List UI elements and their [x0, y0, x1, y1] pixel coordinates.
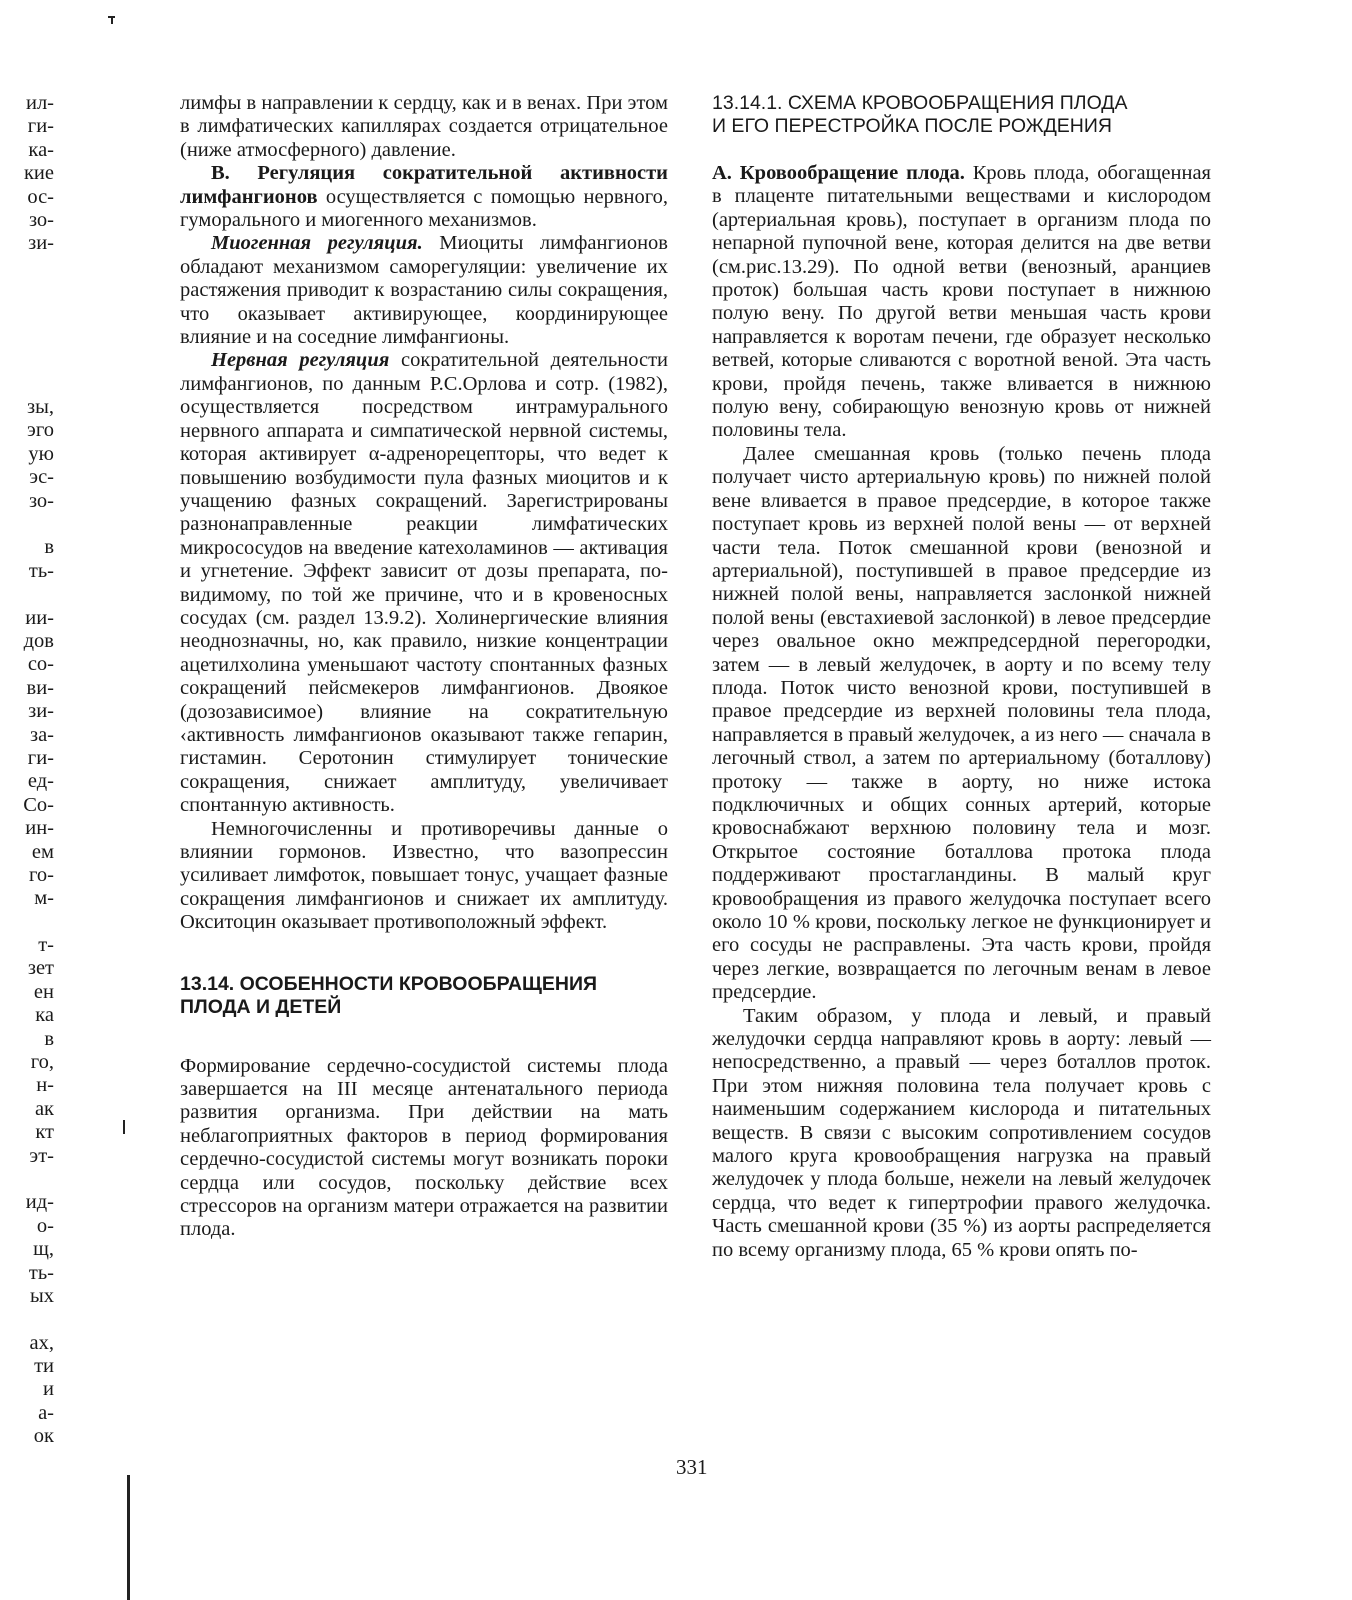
margin-fragment-line: зи-	[28, 232, 54, 255]
margin-fragment-line: ил-	[25, 92, 54, 114]
paragraph: Формирование сердечно-сосудистой системы плода завершается на III месяце антенатального периода развития организма. При действии на мать неблагоприятных факторов в период формирования сердечно-сосудистой системы могут возникать пороки сердца или сосудов, поскольку действие всех стрессоров на организм матери отражается на развитии плода.	[180, 1054, 668, 1241]
paragraph: В. Регуляция сократительной активности лимфангионов осуществляется с помощью нервного, гуморального и миогенного механизмов.	[180, 162, 668, 232]
paragraph: лимфы в направлении к сердцу, как и в венах. При этом в лимфатических капиллярах создается отрицательное (ниже атмосферного) давление.	[180, 92, 668, 161]
margin-fragment-line: ги-	[27, 115, 54, 138]
margin-fragment-line	[0, 583, 54, 606]
margin-fragment-line	[0, 373, 54, 396]
margin-fragment-line: зо-	[28, 208, 54, 231]
margin-fragment-line: ви-	[26, 676, 54, 699]
margin-fragment-line: ть-	[28, 1261, 54, 1284]
margin-fragment-line: ин-	[25, 817, 54, 840]
paragraph-lead: А. Кровообращение плода.	[712, 162, 965, 184]
subsection-heading: 13.14.1. СХЕМА КРОВООБРАЩЕНИЯ ПЛОДА И ЕГО ПЕРЕСТРОЙКА ПОСЛЕ РОЖДЕНИЯ	[712, 92, 1128, 137]
binding-edge-line	[123, 1120, 125, 1134]
paragraph: Миогенная регуляция. Миоциты лимфангионов обладают механизмом саморегуляции: увеличение их растяжения приводит к возрастанию силы сокращения, что оказывает активирующее, координирующее влияние и на соседние лимфангионы.	[180, 232, 668, 349]
margin-fragment-line: эго	[27, 419, 54, 442]
margin-fragment-line	[0, 326, 54, 349]
paragraph: Нервная регуляция сократительной деятельности лимфангионов, по данным Р.С.Орлова и сотр. (1982), осуществляется посредством интрамурального нервного аппарата и симпатической нервной системы, которая активирует α-адренорецепторы, что ведет к повышению возбудимости пула фазных миоцитов и к учащению фазных сокращений. Зарегистрированы разнонаправленные реакции лимфатических микрососудов на введение катехоламинов — активация и угнетение. Эффект зависит от дозы препарата, по-видимому, по той же причине, что и в кровеносных сосудах (см. раздел 13.9.2). Холинергические влияния неоднозначны, но, как правило, низкие концентрации ацетилхолина уменьшают частоту спонтанных фазных сокращений пейсмекеров лимфангионов. Двоякое (дозозависимое) влияние на сократительную ‹активность лимфангионов оказывают также гепарин, гистамин. Серотонин стимулирует тонические сокращения, снижает амплитуду, увеличивает спонтанную активность.	[180, 349, 668, 817]
margin-fragment-line: в	[44, 1027, 54, 1050]
paragraph: Таким образом, у плода и левый, и правый желудочки сердца направляют кровь в аорту: левый — непосредственно, а правый — через боталлов проток. При этом нижняя половина тела получает кровь с наименьшим содержанием кислорода и питательных веществ. В связи с высоким сопротивлением сосудов малого круга кровообращения нагрузка на правый желудочек у плода больше, нежели на левый желудочек сердца, что ведет к гипертрофии правого желудочка. Часть смешанной крови (35 %) из аорты распределяется по всему организму плода, 65 % крови опять по-	[712, 1004, 1211, 1261]
margin-fragment-line	[0, 1308, 54, 1331]
paragraph: Далее смешанная кровь (только печень плода получает чисто артериальную кровь) по нижней полой вене вливается в правое предсердие, в которое также поступает кровь из верхней полой вены — от верхней части тела. Поток смешанной крови (венозной и артериальной), поступившей в правое предсердие из нижней полой вены, направляется заслонкой нижней полой вены (евстахиевой заслонкой) в левое предсердие через овальное окно межпредсердной перегородки, затем — в левый желудочек, в аорту и по всему телу плода. Поток чисто венозной крови, поступившей в правое предсердие из верхней половины тела плода, направляется в правый желудочек, а из него — сначала в легочный ствол, а затем по артериальному (боталлову) протоку — также в аорту, но ниже истока подключичных и общих сонных артерий, которые кровоснабжают верхнюю половину тела и мозг. Открытое состояние боталлова протока плода поддерживают простагландины. В малый круг кровообращения из правого желудочка поступает всего около 10 % крови, поскольку легкое не функционирует и его сосуды не расправлены. Эта часть крови, пройдя через легкие, возвращается по легочным венам в левое предсердие.	[712, 442, 1211, 1004]
margin-fragment-line: ак	[34, 1097, 54, 1120]
paragraph-lead: Нервная регуляция	[211, 349, 390, 372]
margin-fragment-line: за-	[29, 723, 54, 746]
margin-fragment-line: в	[44, 536, 54, 559]
margin-fragment-line	[0, 279, 54, 302]
margin-fragment-line: ен	[33, 980, 54, 1003]
page-number: 331	[676, 1455, 708, 1479]
margin-fragment-line: ть-	[28, 559, 54, 582]
margin-fragment-line: о-	[36, 1214, 54, 1237]
scan-tick-mark	[111, 16, 113, 24]
margin-fragment-line: со-	[27, 653, 54, 676]
margin-fragment-line: ем	[31, 840, 54, 863]
margin-fragment-line	[0, 1168, 54, 1191]
margin-fragment-line	[0, 303, 54, 326]
margin-fragment-line	[0, 513, 54, 536]
margin-fragment-line: ка-	[28, 138, 54, 161]
margin-fragment-line	[0, 911, 54, 934]
margin-fragment-line: т-	[38, 934, 54, 957]
paragraph-lead: В. Регуляция сократительной активности лимфангионов	[180, 162, 668, 208]
margin-fragment-line: ых	[29, 1284, 54, 1307]
margin-fragment-line: ок	[33, 1425, 54, 1448]
margin-fragment-line: зо-	[28, 489, 54, 512]
margin-fragment-line: кие	[23, 162, 54, 185]
paragraph: А. Кровообращение плода. Кровь плода, обогащенная в плаценте питательными веществами и кислородом (артериальная кровь), поступает в организм плода по непарной пупочной вене, которая делится на две ветви (см.рис.13.29). По одной ветви (венозный, аранциев проток) большая часть крови поступает в нижнюю полую вену. По другой ветви меньшая часть крови направляется к воротам печени, где образует несколько ветвей, которые сливаются с воротной веной. Эта часть крови, пройдя печень, также вливается в нижнюю полую вену, собирающую венозную кровь от нижней половины тела.	[712, 162, 1211, 442]
margin-fragment-line: ка	[35, 1004, 54, 1027]
margin-fragment-line: ую	[28, 442, 54, 465]
right-column	[712, 92, 1211, 1262]
margin-fragment-line: го,	[30, 1051, 54, 1074]
margin-fragment-line: ах,	[29, 1331, 54, 1354]
previous-page-margin-fragments	[0, 92, 54, 1449]
margin-fragment-line: ги-	[27, 746, 54, 769]
margin-fragment-line: ос-	[27, 185, 54, 208]
margin-fragment-line: зы,	[27, 396, 54, 419]
margin-fragment-line: м-	[34, 887, 54, 910]
margin-fragment-line: ти	[34, 1355, 54, 1378]
margin-fragment-line: эс-	[29, 466, 54, 489]
paragraph-lead: Миогенная регуляция.	[211, 232, 423, 255]
left-column	[180, 92, 668, 1242]
margin-fragment-line: го-	[29, 863, 54, 886]
binding-edge-line	[127, 1475, 130, 1600]
paragraph: Немногочисленны и противоречивы данные о влиянии гормонов. Известно, что вазопрессин усиливает лимфоток, повышает тонус, учащает фазные сокращения лимфангионов и снижает их амплитуду. Окситоцин оказывает противоположный эффект.	[180, 817, 668, 934]
margin-fragment-line: ид-	[25, 1191, 54, 1214]
margin-fragment-line	[0, 349, 54, 372]
margin-fragment-line: а-	[38, 1401, 54, 1424]
margin-fragment-line: ед-	[27, 770, 54, 793]
margin-fragment-line: и	[43, 1378, 54, 1401]
margin-fragment-line: эт-	[29, 1144, 54, 1167]
margin-fragment-line: дов	[23, 629, 54, 652]
margin-fragment-line: Со-	[23, 793, 54, 816]
margin-fragment-line: ии-	[25, 606, 54, 629]
margin-fragment-line: зи-	[28, 700, 54, 723]
margin-fragment-line: щ,	[33, 1238, 54, 1261]
margin-fragment-line: зет	[27, 957, 54, 980]
margin-fragment-line	[0, 256, 54, 279]
section-heading: 13.14. ОСОБЕННОСТИ КРОВООБРАЩЕНИЯ ПЛОДА И ДЕТЕЙ	[180, 972, 597, 1018]
margin-fragment-line: н-	[36, 1074, 54, 1097]
margin-fragment-line: кт	[35, 1121, 54, 1144]
